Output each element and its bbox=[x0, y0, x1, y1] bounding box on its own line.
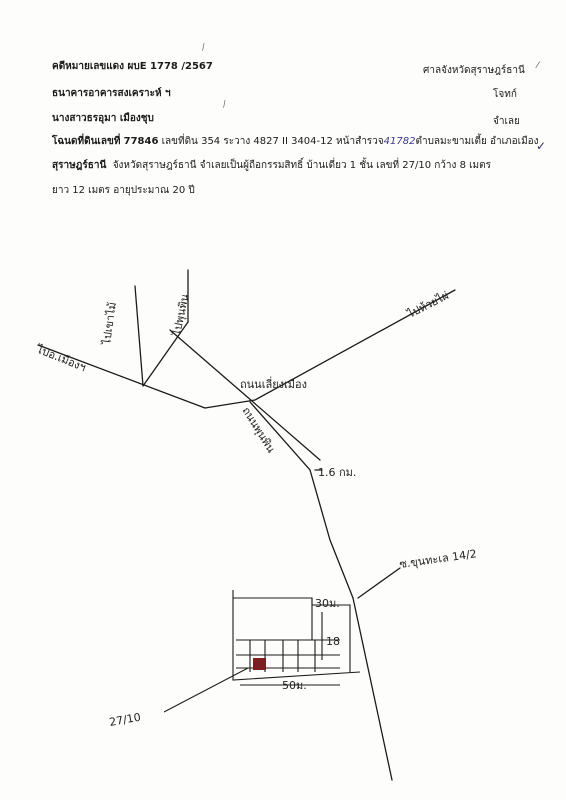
label-road-up2: ไปพุนพิน bbox=[170, 292, 192, 337]
deed-line-3: ยาว 12 เมตร อายุประมาณ 20 ปี bbox=[52, 185, 195, 196]
label-dim3: 50ม. bbox=[282, 679, 307, 692]
label-dim1: 30ม. bbox=[315, 597, 340, 610]
label-road-main: ถนนพุนพิน bbox=[239, 404, 278, 456]
road-up1-line bbox=[135, 286, 143, 386]
pencil-mark: ⁄ bbox=[537, 61, 539, 71]
defendant-name: นางสาวธรอุมา เมืองชุบ bbox=[52, 113, 154, 124]
deed-label: โฉนดที่ดินเลขที่ bbox=[52, 136, 121, 147]
road-main-south bbox=[353, 598, 392, 780]
plaintiff-role: โจทก์ bbox=[493, 89, 517, 100]
district-name: สุราษฎร์ธานี bbox=[52, 160, 107, 171]
label-road-mid: ถนนเลี่ยงเมือง bbox=[240, 378, 308, 391]
label-soi: ซ.ขุนทะเล 14/2 bbox=[398, 547, 478, 571]
location-subdistrict: ตำบลมะขามเตี้ย อำเภอเมือง bbox=[415, 136, 539, 147]
deed-number: 77846 bbox=[123, 136, 159, 147]
label-house-number: 27/10 bbox=[108, 710, 142, 729]
label-dim2: 18 bbox=[326, 635, 340, 648]
court-name: ศาลจังหวัดสุราษฎร์ธานี bbox=[423, 65, 525, 76]
ownership-detail: จังหวัดสุราษฎร์ธานี จำเลยเป็นผู้ถือกรรมสิทธิ์ บ้านเดี่ยว 1 ชั้น เลขที่ 27/10 กว้าง 8 เมตร bbox=[112, 160, 492, 171]
land-detail: เลขที่ดิน 354 ระวาง 4827 II 3404-12 หน้าสำรวจ bbox=[161, 136, 384, 147]
label-road-left: ไปอ.เมืองฯ bbox=[34, 342, 88, 375]
survey-handwritten: 41782 bbox=[383, 136, 416, 147]
soi-pointer-line bbox=[358, 568, 400, 598]
house-marker bbox=[253, 658, 266, 670]
property-outline bbox=[233, 590, 360, 680]
defendant-role: จำเลย bbox=[493, 116, 520, 127]
check-mark-icon: ✓ bbox=[536, 139, 547, 153]
label-road-up1: ไปเขาไม้ bbox=[100, 301, 119, 346]
road-diagonal-line bbox=[170, 330, 320, 460]
property-block bbox=[233, 590, 360, 685]
house-pointer-line bbox=[164, 668, 248, 712]
pencil-mark: ⁄ bbox=[201, 43, 207, 53]
plaintiff-name: ธนาคารอาคารสงเคราะห์ ฯ bbox=[52, 88, 171, 99]
case-number: คดีหมายเลขแดง ผบE 1778 /2567 bbox=[52, 61, 213, 72]
plot-grid-rows bbox=[236, 640, 340, 668]
pencil-mark: ⁄ bbox=[222, 100, 228, 110]
label-road-right: ไปห้วยไผ่ bbox=[405, 288, 451, 321]
label-distance: 1.6 กม. bbox=[318, 466, 357, 479]
